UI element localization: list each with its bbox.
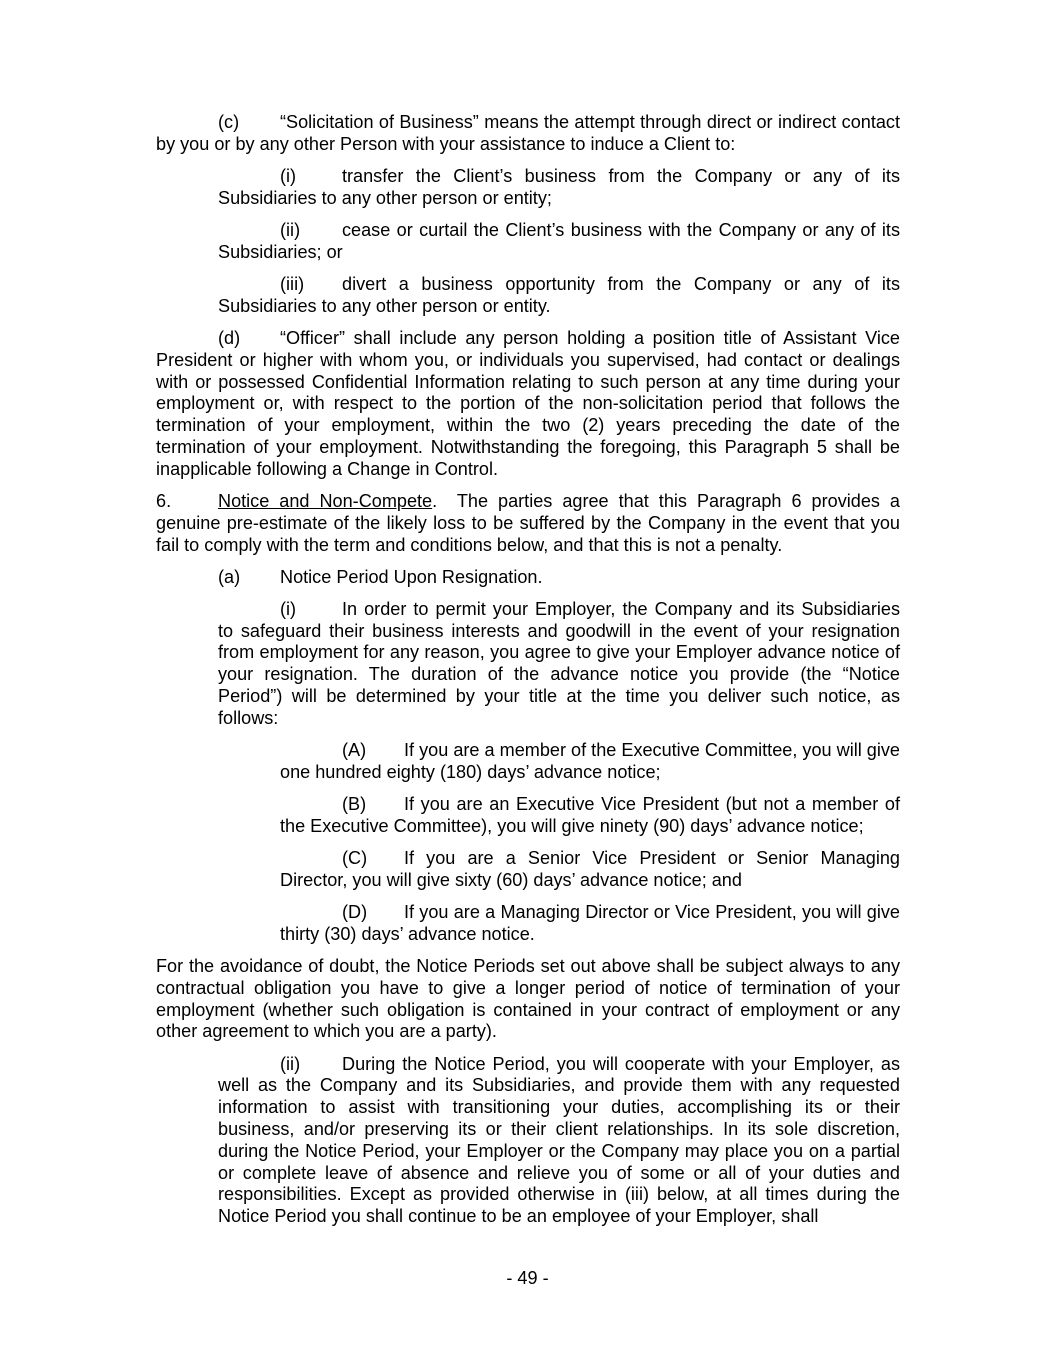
- paragraph-c-i: [218, 166, 900, 210]
- paragraph-text: During the Notice Period, you will cooperate with your Employer, as well as the Company and its Subsidiaries, and provide them with any requested information to assist with transitioning your duties, accomplishing its or their business, and/or preserving its or their client relationships. In its sole discretion, during the Notice Period, your Employer or the Company may place you on a partial or complete leave of absence and relieve you of some or all of your duties and responsibilities. Except as provided otherwise in (iii) below, at all times during the Notice Period you shall continue to be an employee of your Employer, shall: [218, 1053, 900, 1227]
- paragraph-number: (ii): [280, 1053, 301, 1074]
- paragraph-6a-ii: [218, 1054, 900, 1228]
- paragraph-text: divert a business opportunity from the Company or any of its Subsidiaries to any other person or entity.: [218, 273, 900, 316]
- paragraph-text: The parties agree that this Paragraph 6 provides a genuine pre-estimate of the likely loss to be suffered by the Company in the event that you fail to comply with the term and conditions below, and that this is not a penalty.: [156, 490, 900, 555]
- paragraph-text: If you are a member of the Executive Committee, you will give one hundred eighty (180) days’ advance notice;: [280, 740, 900, 782]
- paragraph-number: (D): [342, 902, 368, 922]
- paragraph-C: [280, 848, 900, 892]
- paragraph-d: [156, 328, 900, 481]
- paragraph-A: [280, 740, 900, 784]
- paragraph-text: cease or curtail the Client’s business with the Company or any of its Subsidiaries; or: [218, 219, 900, 262]
- paragraph-B: [280, 794, 900, 838]
- paragraph-text: If you are a Managing Director or Vice President, you will give thirty (30) days’ advance notice.: [280, 902, 900, 944]
- paragraph-text: In order to permit your Employer, the Company and its Subsidiaries to safeguard their business interests and goodwill in the event of your resignation from employment for any reason, you agree to give your Employer advance notice of your resignation. The duration of the advance notice you provide (the “Notice Period”) will be determined by your title at the time you deliver such notice, as follows:: [218, 598, 900, 728]
- paragraph-number: (i): [280, 165, 297, 186]
- section-title-period: .: [432, 490, 438, 511]
- paragraph-avoidance-of-doubt: [156, 956, 900, 1043]
- paragraph-6a-i: [218, 599, 900, 730]
- paragraph-text: transfer the Client’s business from the Company or any of its Subsidiaries to any other person or entity;: [218, 165, 900, 208]
- section-number: 6.: [156, 490, 172, 511]
- paragraph-number: (A): [342, 740, 367, 761]
- paragraph-text: If you are a Senior Vice President or Senior Managing Director, you will give sixty (60) days’ advance notice; and: [280, 848, 900, 890]
- paragraph-D: [280, 902, 900, 946]
- section-6: [156, 491, 900, 556]
- paragraph-number: (C): [342, 848, 368, 869]
- paragraph-number: (c): [218, 112, 240, 132]
- paragraph-number: (i): [280, 598, 297, 619]
- section-title: Notice and Non-Compete: [218, 490, 433, 511]
- paragraph-text: “Officer” shall include any person holding a position title of Assistant Vice President or higher with whom you, or individuals you supervised, had contact or dealings with or possessed Confidential Information relating to such person at any time during your employment or, with respect to the portion of the non-solicitation period that follows the termination of your employment, within the two (2) years preceding the date of the termination of your employment. Notwithstanding the foregoing, this Paragraph 5 shall be inapplicable following a Change in Control.: [156, 327, 900, 479]
- paragraph-number: (B): [342, 794, 367, 815]
- page-number: - 49 -: [506, 1268, 549, 1288]
- paragraph-text: “Solicitation of Business” means the attempt through direct or indirect contact by you or by any other Person with your assistance to induce a Client to:: [156, 112, 900, 154]
- paragraph-c-iii: [218, 274, 900, 318]
- paragraph-c: [156, 112, 900, 156]
- paragraph-6a: [156, 567, 900, 589]
- paragraph-text: For the avoidance of doubt, the Notice Periods set out above shall be subject always to any contractual obligation you have to give a longer period of notice of termination of your employment (whether such obligation is contained in your contract of employment or any other agreement to which you are a party).: [156, 955, 900, 1042]
- paragraph-text: If you are an Executive Vice President (but not a member of the Executive Committee), you will give ninety (90) days’ advance notice;: [280, 794, 900, 836]
- paragraph-number: (iii): [280, 273, 305, 294]
- document-body: [156, 112, 900, 1238]
- paragraph-text: Notice Period Upon Resignation.: [280, 566, 543, 587]
- paragraph-number: (a): [218, 566, 241, 587]
- paragraph-number: (d): [218, 327, 241, 348]
- paragraph-number: (ii): [280, 219, 301, 240]
- paragraph-c-ii: [218, 220, 900, 264]
